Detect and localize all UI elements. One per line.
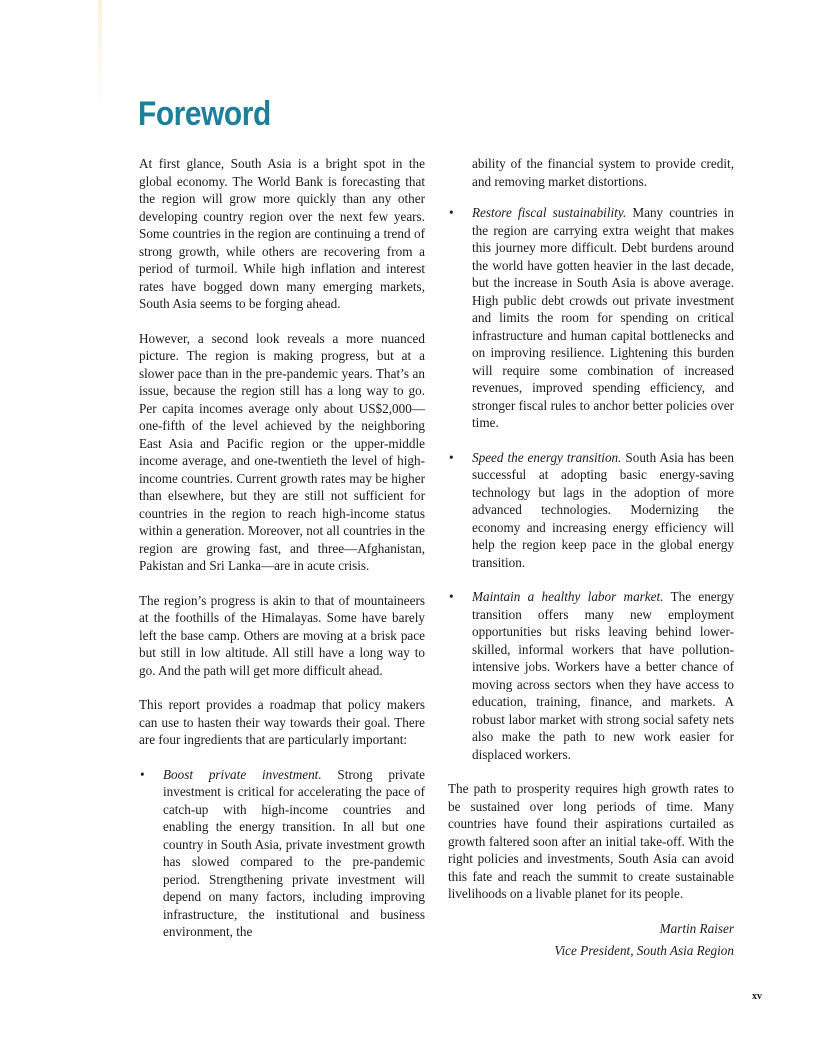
page-title: Foreword	[138, 95, 271, 133]
list-item-text: South Asia has been successful at adopting basic energy-saving technology but lags in the adoption of more advanced technologies. Modernizing the economy and increasing energy efficiency will help the region keep pace in the global energy transition.	[472, 449, 734, 570]
bullet-icon: •	[449, 449, 454, 465]
list-item-heading: Boost private investment.	[163, 766, 322, 782]
paragraph-roadmap: This report provides a roadmap that policy makers can use to hasten their way towards their goal. There are four ingredients that are particularly important:	[139, 697, 425, 747]
page-number: xv	[752, 991, 762, 1002]
list-item	[448, 588, 734, 763]
paragraph-closing: The path to prosperity requires high growth rates to be sustained over long periods of time. Many countries have found their aspirations curtailed as growth faltered soon after an initial take-off. With the right policies and investments, South Asia can avoid this fate and reach the summit to create sustainable livelihoods on a livable planet for its people.	[448, 781, 734, 901]
list-item	[448, 449, 734, 572]
page-edge-accent	[98, 0, 102, 110]
bullet-icon: •	[449, 589, 454, 604]
paragraph-intro: At first glance, South Asia is a bright spot in the global economy. The World Bank is forecasting that the region will grow more quickly than any other developing country region over the next few years. Some countries in the region are continuing a trend of strong growth, while others are recovering from a period of turmoil. While high inflation and interest rates have bogged down many emerging markets, South Asia seems to be forging ahead.	[139, 156, 425, 311]
list-item-text: Strong private investment is critical for accelerating the pace of catch-up with high-income countries and enabling the energy transition. In all but one country in South Asia, private investment growth has slowed compared to the pre-pandemic period. Strengthening private investment will depend on many factors, including improving infrastructure, the institutional and business environment, the	[163, 766, 425, 939]
bullet-icon: •	[140, 766, 145, 782]
right-column	[448, 155, 734, 960]
list-item-text: Many countries in the region are carrying extra weight that makes this journey more difficult. Debt burdens around the world have gotten heavier in the last decade, but the increase in South Asia is above average. High public debt crowds out private investment and limits the room for spending on critical infrastructure and human capital bottlenecks and on improving resilience. Lightening this burden will require some combination of increased revenues, improved spending efficiency, and stronger fiscal rules to anchor better policies over time.	[472, 205, 734, 430]
list-item-text: The energy transition offers many new employment opportunities but risks leaving behind lower-skilled, informal workers that have pollution-intensive jobs. Workers have a better chance of moving across sectors when they have access to education, training, finance, and markets. A robust labor market with strong social safety nets also make the path to new work easier for displaced workers.	[472, 589, 734, 762]
list-item	[139, 766, 425, 941]
signature-title: Vice President, South Asia Region	[554, 943, 734, 958]
list-item-heading: Maintain a healthy labor market.	[472, 589, 664, 604]
list-item-heading: Speed the energy transition.	[472, 449, 622, 465]
ingredient-list-part2	[448, 204, 734, 763]
bullet-icon: •	[449, 205, 454, 220]
paragraph-mountaineers: The region’s progress is akin to that of mountaineers at the foothills of the Himalayas. Some have barely left the base camp. Others are moving at a brisk pace but still in low altitude. All still have a long way to go. And the path will get more difficult ahead.	[139, 592, 425, 678]
list-item-heading: Restore fiscal sustainability.	[472, 205, 627, 220]
left-column	[139, 155, 425, 958]
ingredient-list-part1	[139, 766, 425, 941]
signature-name: Martin Raiser	[659, 920, 734, 936]
list-item-continuation: ability of the financial system to provide credit, and removing market distortions.	[472, 156, 734, 189]
paragraph-nuance: However, a second look reveals a more nuanced picture. The region is making progress, but at a slower pace than in the pre-pandemic years. That’s an issue, because the region still has a long way to go. Per capita incomes average only about US$2,000—one-fifth of the level achieved by the neighboring East Asia and Pacific region or the upper-middle income average, and one-twentieth the level of high-income countries. Current growth rates may be higher than elsewhere, but they are still not sufficient for countries in the region to reach high-income status within a generation. Moreover, not all countries in the region are growing fast, and three—Afghanistan, Pakistan and Sri Lanka—are in acute crisis.	[139, 330, 425, 573]
list-item	[448, 204, 734, 432]
